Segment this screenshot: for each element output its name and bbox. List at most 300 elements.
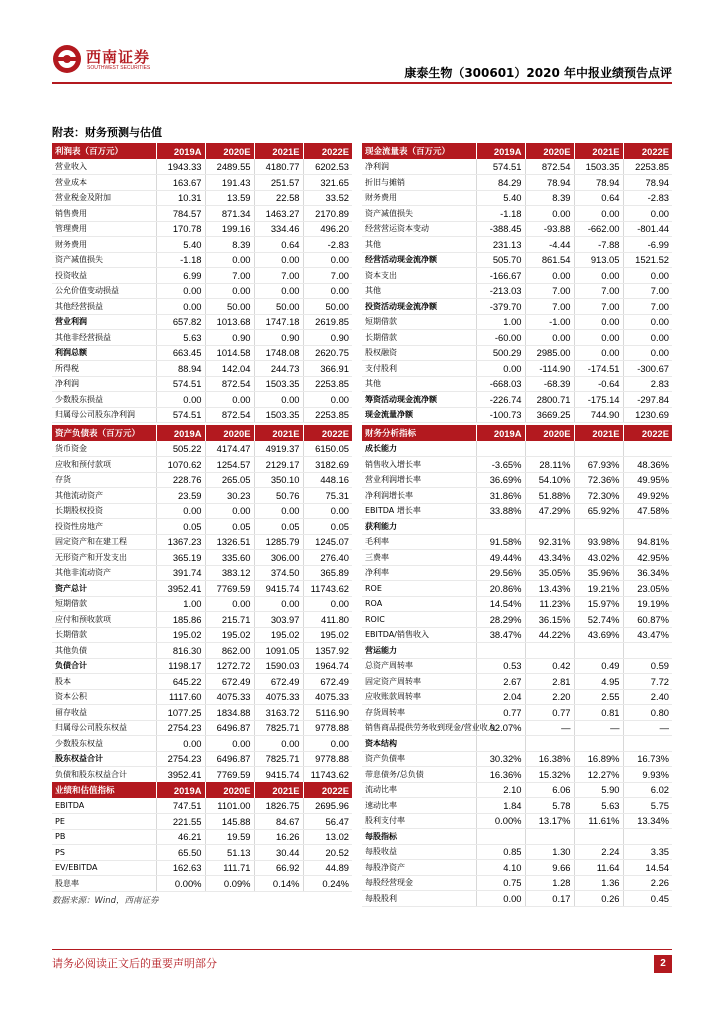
cell-value: 0.00 <box>156 392 205 408</box>
cell-value: 142.04 <box>205 361 254 377</box>
cell-value: 88.94 <box>156 361 205 377</box>
cell-value: 35.96% <box>574 565 623 581</box>
cell-value: 1.30 <box>525 844 574 860</box>
cell-value: 9.93% <box>623 767 672 783</box>
cell-value: 78.94 <box>574 175 623 191</box>
row-label: 其他非经营损益 <box>52 330 156 346</box>
row-label: 负债合计 <box>52 658 156 674</box>
table-row <box>52 457 352 473</box>
row-label: 归属母公司股东净利润 <box>52 407 156 423</box>
row-label: ROIC <box>362 612 476 628</box>
table-row <box>52 488 352 504</box>
cell-value: 0.00 <box>254 596 303 612</box>
cell-value: 1964.74 <box>303 658 352 674</box>
cell-value: 663.45 <box>156 345 205 361</box>
cell-value: 11743.62 <box>303 581 352 597</box>
cell-value: 78.94 <box>623 175 672 191</box>
cell-value: 1463.27 <box>254 206 303 222</box>
row-label: 所得税 <box>52 361 156 377</box>
cell-value <box>623 441 672 457</box>
cell-value: 185.86 <box>156 612 205 628</box>
table-header-row <box>362 143 672 159</box>
table-row <box>52 345 352 361</box>
row-label: ROE <box>362 581 476 597</box>
cell-value: -4.44 <box>525 237 574 253</box>
cell-value: 31.86% <box>476 488 525 504</box>
cell-value: 49.92% <box>623 488 672 504</box>
row-label: 无形资产和开发支出 <box>52 550 156 566</box>
cell-value: 13.43% <box>525 581 574 597</box>
cell-value: 42.95% <box>623 550 672 566</box>
row-label: 股息率 <box>52 876 156 892</box>
logo-emblem-icon <box>52 44 82 74</box>
cell-value: 0.53 <box>476 658 525 674</box>
table-row <box>52 736 352 752</box>
cell-value <box>623 643 672 659</box>
cell-value: 46.21 <box>156 829 205 845</box>
cell-value: 265.05 <box>205 472 254 488</box>
cell-value: 0.26 <box>574 891 623 907</box>
row-label: 其他 <box>362 283 476 299</box>
cell-value: 872.54 <box>525 159 574 175</box>
table-row <box>362 252 672 268</box>
cell-value: 0.00 <box>623 314 672 330</box>
cell-value: 6.99 <box>156 268 205 284</box>
footer-divider <box>52 949 672 950</box>
cell-value: -3.65% <box>476 457 525 473</box>
cell-value: -662.00 <box>574 221 623 237</box>
table-row <box>52 751 352 767</box>
table-row <box>52 407 352 423</box>
cell-value: 0.00 <box>623 330 672 346</box>
cell-value: 50.00 <box>303 299 352 315</box>
cell-value: 20.86% <box>476 581 525 597</box>
cell-value: 15.97% <box>574 596 623 612</box>
row-label: 应收和预付款项 <box>52 457 156 473</box>
row-label: 净利率 <box>362 565 476 581</box>
column-header: 2021E <box>254 425 303 441</box>
cell-value: 28.11% <box>525 457 574 473</box>
cell-value: 0.64 <box>254 237 303 253</box>
cell-value: 72.30% <box>574 488 623 504</box>
table-row <box>52 376 352 392</box>
row-label: 每股经营现金 <box>362 875 476 891</box>
cell-value: 0.00 <box>476 361 525 377</box>
table-row <box>362 283 672 299</box>
cell-value: 0.00 <box>254 392 303 408</box>
cell-value: 10.31 <box>156 190 205 206</box>
cell-value: 2.81 <box>525 674 574 690</box>
cell-value: 11743.62 <box>303 767 352 783</box>
cell-value: -388.45 <box>476 221 525 237</box>
cell-value: 0.00% <box>156 876 205 892</box>
table-title: 利润表（百万元） <box>52 143 156 159</box>
cell-value: 0.05 <box>303 519 352 535</box>
row-label: 获利能力 <box>362 519 476 535</box>
row-label: 其他经营损益 <box>52 299 156 315</box>
table-row <box>362 829 672 845</box>
cell-value: 2.55 <box>574 689 623 705</box>
cell-value: — <box>525 720 574 736</box>
table-row <box>52 860 352 876</box>
cell-value: 36.69% <box>476 472 525 488</box>
cell-value: 19.19% <box>623 596 672 612</box>
cell-value: -0.64 <box>574 376 623 392</box>
table-row <box>52 503 352 519</box>
cell-value: 5.78 <box>525 798 574 814</box>
cell-value: -213.03 <box>476 283 525 299</box>
cell-value: 38.47% <box>476 627 525 643</box>
cell-value: 221.55 <box>156 814 205 830</box>
table-row <box>52 565 352 581</box>
disclaimer-notice: 请务必阅读正文后的重要声明部分 <box>52 957 217 970</box>
table-row <box>52 767 352 783</box>
row-label: 长期借款 <box>362 330 476 346</box>
column-header: 2019A <box>156 425 205 441</box>
cell-value: 0.05 <box>156 519 205 535</box>
table-row <box>52 550 352 566</box>
cell-value: 0.00 <box>574 314 623 330</box>
cell-value <box>525 829 574 845</box>
column-header: 2021E <box>574 143 623 159</box>
row-label: 毛利率 <box>362 534 476 550</box>
cell-value: 2985.00 <box>525 345 574 361</box>
table-row <box>52 658 352 674</box>
table-row <box>52 519 352 535</box>
cell-value: 2253.85 <box>303 407 352 423</box>
row-label: PB <box>52 829 156 845</box>
row-label: 公允价值变动损益 <box>52 283 156 299</box>
cell-value: 7.00 <box>303 268 352 284</box>
cell-value: 2253.85 <box>303 376 352 392</box>
cell-value: 2695.96 <box>303 798 352 814</box>
row-label: 投资性房地产 <box>52 519 156 535</box>
row-label: 资产减值损失 <box>362 206 476 222</box>
cell-value: 0.00 <box>156 736 205 752</box>
table-row <box>52 627 352 643</box>
cell-value: 0.00 <box>525 206 574 222</box>
cell-value: 872.54 <box>205 407 254 423</box>
column-header: 2020E <box>525 425 574 441</box>
cell-value <box>476 643 525 659</box>
cell-value: 0.00 <box>574 206 623 222</box>
cell-value: 43.47% <box>623 627 672 643</box>
cell-value: 4.95 <box>574 674 623 690</box>
row-label: 投资活动现金流净额 <box>362 299 476 315</box>
cell-value: 50.00 <box>254 299 303 315</box>
cell-value: 334.46 <box>254 221 303 237</box>
logo-name: 西南证券 <box>86 48 151 66</box>
row-label: 筹资活动现金流净额 <box>362 392 476 408</box>
cell-value: 11.23% <box>525 596 574 612</box>
cell-value: 195.02 <box>156 627 205 643</box>
cell-value: 7769.59 <box>205 581 254 597</box>
cell-value: 43.34% <box>525 550 574 566</box>
table-row <box>52 361 352 377</box>
column-header: 2020E <box>205 425 254 441</box>
cell-value: 11.61% <box>574 813 623 829</box>
table-row <box>362 237 672 253</box>
income-statement-table <box>52 143 352 423</box>
table-row <box>52 221 352 237</box>
cell-value: 20.52 <box>303 845 352 861</box>
cell-value: -166.67 <box>476 268 525 284</box>
cell-value: 672.49 <box>254 674 303 690</box>
cell-value: 7.00 <box>623 283 672 299</box>
cell-value: -114.90 <box>525 361 574 377</box>
cell-value: 4075.33 <box>254 689 303 705</box>
cell-value: 23.05% <box>623 581 672 597</box>
cell-value: 0.49 <box>574 658 623 674</box>
row-label: 其他非流动资产 <box>52 565 156 581</box>
cell-value: 251.57 <box>254 175 303 191</box>
cell-value <box>476 736 525 752</box>
valuation-table <box>52 782 352 892</box>
row-label: 留存收益 <box>52 705 156 721</box>
report-title: 康泰生物（300601）2020 年中报业绩预告点评 <box>404 66 672 80</box>
cell-value: -300.67 <box>623 361 672 377</box>
row-label: 资产减值损失 <box>52 252 156 268</box>
table-row <box>52 581 352 597</box>
cell-value: 0.00 <box>205 252 254 268</box>
cell-value: 276.40 <box>303 550 352 566</box>
cell-value: 365.19 <box>156 550 205 566</box>
column-header: 2019A <box>156 782 205 798</box>
row-label: 存货 <box>52 472 156 488</box>
cell-value <box>574 519 623 535</box>
table-row <box>362 782 672 798</box>
cell-value: 7.00 <box>525 299 574 315</box>
cell-value: 78.94 <box>525 175 574 191</box>
cell-value: -93.88 <box>525 221 574 237</box>
cell-value <box>574 441 623 457</box>
table-row <box>362 674 672 690</box>
cell-value: 0.00 <box>574 345 623 361</box>
cell-value: 3952.41 <box>156 581 205 597</box>
row-label: 流动比率 <box>362 782 476 798</box>
table-row <box>52 674 352 690</box>
cell-value: 0.45 <box>623 891 672 907</box>
table-row <box>52 175 352 191</box>
row-label: 投资收益 <box>52 268 156 284</box>
row-label: 速动比率 <box>362 798 476 814</box>
table-row <box>362 581 672 597</box>
cell-value: 6496.87 <box>205 751 254 767</box>
row-label: 销售收入增长率 <box>362 457 476 473</box>
cell-value: 15.32% <box>525 767 574 783</box>
cell-value <box>574 736 623 752</box>
row-label: 负债和股东权益合计 <box>52 767 156 783</box>
cell-value: 872.54 <box>205 376 254 392</box>
cell-value: 195.02 <box>205 627 254 643</box>
row-label: 其他 <box>362 237 476 253</box>
row-label: 货币资金 <box>52 441 156 457</box>
cell-value: 72.36% <box>574 472 623 488</box>
cell-value: 7.00 <box>205 268 254 284</box>
cell-value: 816.30 <box>156 643 205 659</box>
row-label: 资产负债率 <box>362 751 476 767</box>
cell-value: -174.51 <box>574 361 623 377</box>
cell-value: 67.93% <box>574 457 623 473</box>
cell-value: 871.34 <box>205 206 254 222</box>
row-label: 成长能力 <box>362 441 476 457</box>
cell-value: 505.22 <box>156 441 205 457</box>
table-row <box>362 612 672 628</box>
cell-value: 228.76 <box>156 472 205 488</box>
cell-value: 30.32% <box>476 751 525 767</box>
cell-value: 5.40 <box>156 237 205 253</box>
cell-value: 0.05 <box>254 519 303 535</box>
cell-value: 7.72 <box>623 674 672 690</box>
table-header-row <box>52 143 352 159</box>
cell-value: 0.00 <box>525 268 574 284</box>
cell-value: 14.54% <box>476 596 525 612</box>
row-label: 股东权益合计 <box>52 751 156 767</box>
row-label: 资本公积 <box>52 689 156 705</box>
cell-value <box>476 519 525 535</box>
cell-value <box>623 736 672 752</box>
row-label: 营业税金及附加 <box>52 190 156 206</box>
cell-value: 0.00 <box>156 299 205 315</box>
cell-value: 93.98% <box>574 534 623 550</box>
column-header: 2020E <box>205 143 254 159</box>
cell-value: 0.00 <box>205 503 254 519</box>
cell-value: 861.54 <box>525 252 574 268</box>
cell-value: 52.74% <box>574 612 623 628</box>
cell-value: 0.00 <box>303 596 352 612</box>
cell-value: 0.81 <box>574 705 623 721</box>
cell-value: 505.70 <box>476 252 525 268</box>
row-label: 支付股利 <box>362 361 476 377</box>
cell-value: 672.49 <box>303 674 352 690</box>
cell-value: -1.18 <box>476 206 525 222</box>
row-label: 归属母公司股东权益 <box>52 720 156 736</box>
cell-value: 65.50 <box>156 845 205 861</box>
cell-value <box>525 519 574 535</box>
cell-value: 574.51 <box>156 407 205 423</box>
column-header: 2021E <box>574 425 623 441</box>
row-label: 销售商品提供劳务收到现金/营业收入 <box>362 720 476 736</box>
cell-value: -68.39 <box>525 376 574 392</box>
cell-value: 0.00% <box>476 813 525 829</box>
cell-value: 56.47 <box>303 814 352 830</box>
row-label: 营业成本 <box>52 175 156 191</box>
cell-value: 44.22% <box>525 627 574 643</box>
cell-value: 0.00 <box>623 206 672 222</box>
cell-value: 9.66 <box>525 860 574 876</box>
cell-value: 48.36% <box>623 457 672 473</box>
row-label: EBITDA 增长率 <box>362 503 476 519</box>
cell-value: 1521.52 <box>623 252 672 268</box>
cell-value: 23.59 <box>156 488 205 504</box>
cell-value <box>623 519 672 535</box>
cell-value: 574.51 <box>476 159 525 175</box>
table-header-row <box>52 782 352 798</box>
cell-value: 1070.62 <box>156 457 205 473</box>
cell-value: 0.00 <box>205 596 254 612</box>
table-row <box>362 736 672 752</box>
cell-value: 335.60 <box>205 550 254 566</box>
cell-value: 43.69% <box>574 627 623 643</box>
cell-value: 2754.23 <box>156 751 205 767</box>
cell-value: 2.20 <box>525 689 574 705</box>
cell-value: 7825.71 <box>254 720 303 736</box>
row-label: 股权融资 <box>362 345 476 361</box>
table-row <box>362 798 672 814</box>
cell-value: 11.64 <box>574 860 623 876</box>
table-row <box>52 643 352 659</box>
cell-value: 2754.23 <box>156 720 205 736</box>
table-row <box>362 206 672 222</box>
cell-value: 5.63 <box>156 330 205 346</box>
cell-value: 170.78 <box>156 221 205 237</box>
cell-value: 0.00 <box>303 736 352 752</box>
cell-value: 645.22 <box>156 674 205 690</box>
table-title: 业绩和估值指标 <box>52 782 156 798</box>
cell-value: 0.00 <box>254 736 303 752</box>
table-row <box>362 565 672 581</box>
cell-value: 0.00 <box>623 268 672 284</box>
cell-value: 2.10 <box>476 782 525 798</box>
column-header: 2020E <box>205 782 254 798</box>
cell-value: 84.67 <box>254 814 303 830</box>
row-label: 其他流动资产 <box>52 488 156 504</box>
row-label: 资产总计 <box>52 581 156 597</box>
cell-value: 0.00 <box>254 252 303 268</box>
cell-value: 365.89 <box>303 565 352 581</box>
cell-value: 1834.88 <box>205 705 254 721</box>
cell-value: 672.49 <box>205 674 254 690</box>
cell-value: 1077.25 <box>156 705 205 721</box>
table-row <box>52 720 352 736</box>
row-label: 应收账款周转率 <box>362 689 476 705</box>
table-row <box>52 314 352 330</box>
cell-value: 19.21% <box>574 581 623 597</box>
cell-value: — <box>574 720 623 736</box>
table-row <box>52 441 352 457</box>
cell-value: 7825.71 <box>254 751 303 767</box>
table-row <box>52 237 352 253</box>
column-header: 2019A <box>156 143 205 159</box>
cell-value: 3.35 <box>623 844 672 860</box>
cell-value: 2129.17 <box>254 457 303 473</box>
cell-value: -175.14 <box>574 392 623 408</box>
cell-value: -1.18 <box>156 252 205 268</box>
cell-value: 54.10% <box>525 472 574 488</box>
cell-value: 0.00 <box>205 283 254 299</box>
cell-value: 1826.75 <box>254 798 303 814</box>
table-row <box>362 860 672 876</box>
cell-value <box>525 441 574 457</box>
column-header: 2021E <box>254 782 303 798</box>
cell-value: 1326.51 <box>205 534 254 550</box>
row-label: 管理费用 <box>52 221 156 237</box>
cell-value: 65.92% <box>574 503 623 519</box>
cell-value: 195.02 <box>303 627 352 643</box>
row-label: 三费率 <box>362 550 476 566</box>
cell-value: 19.59 <box>205 829 254 845</box>
cell-value: 2.83 <box>623 376 672 392</box>
cell-value: 5.40 <box>476 190 525 206</box>
cell-value: 4075.33 <box>205 689 254 705</box>
table-row <box>362 175 672 191</box>
header-divider <box>52 82 672 84</box>
cell-value: 5.90 <box>574 782 623 798</box>
table-row <box>362 767 672 783</box>
cell-value: 1.36 <box>574 875 623 891</box>
cell-value: 1091.05 <box>254 643 303 659</box>
row-label: 每股净资产 <box>362 860 476 876</box>
